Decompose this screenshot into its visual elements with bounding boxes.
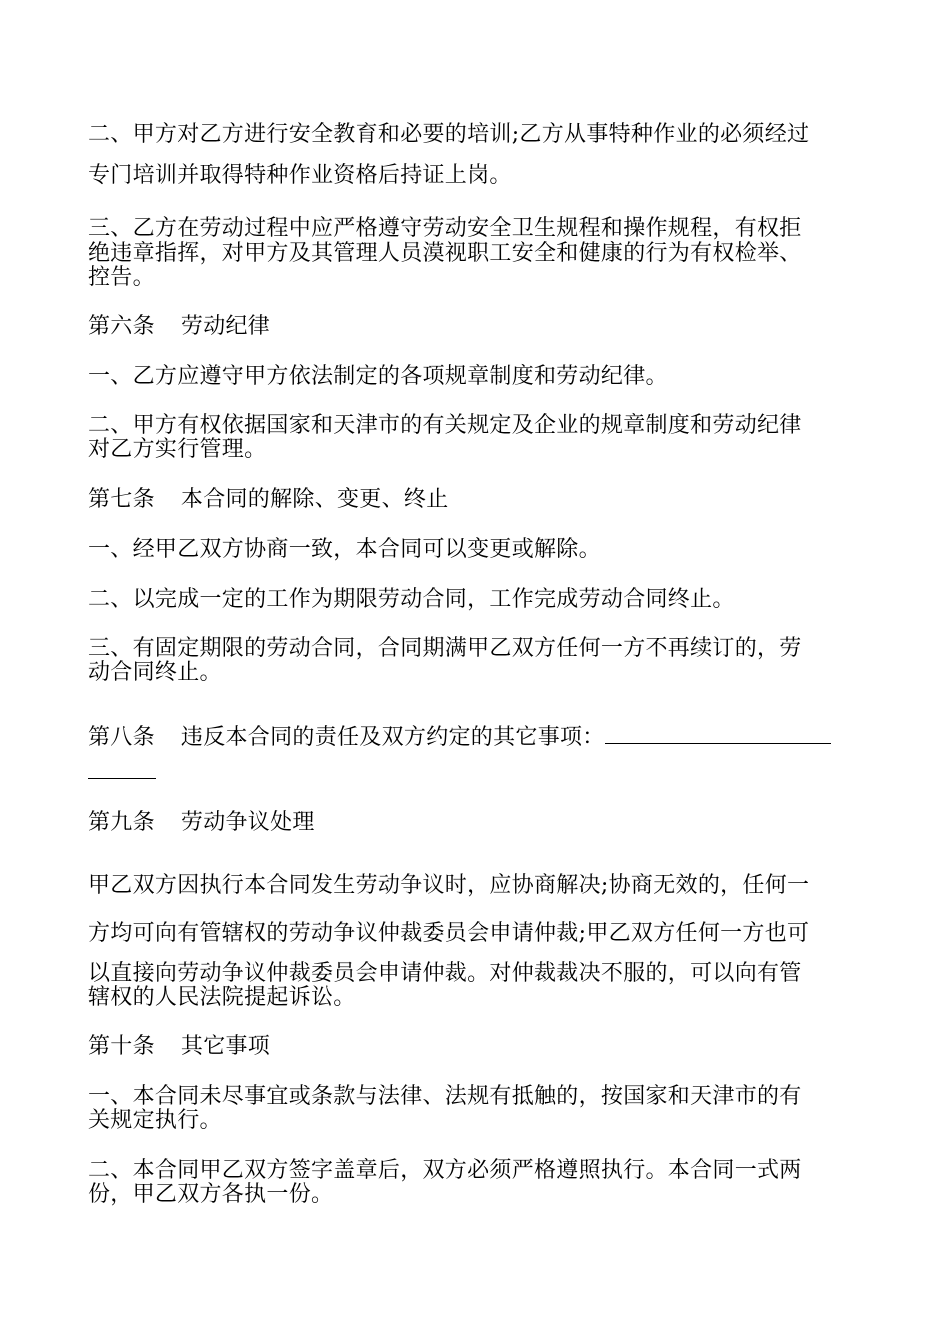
paragraph-line: 二、本合同甲乙双方签字盖章后，双方必须严格遵照执行。本合同一式两 bbox=[88, 1158, 802, 1183]
paragraph-line: 三、有固定期限的劳动合同，合同期满甲乙双方任何一方不再续订的，劳 bbox=[88, 636, 802, 661]
article-title: 其它事项 bbox=[180, 1034, 271, 1059]
paragraph-line: 以直接向劳动争议仲裁委员会申请仲裁。对仲裁裁决不服的，可以向有管 bbox=[88, 961, 802, 986]
paragraph-line: 关规定执行。 bbox=[88, 1108, 222, 1133]
article-heading-9 bbox=[88, 810, 315, 836]
paragraph-line: 对乙方实行管理。 bbox=[88, 437, 267, 462]
paragraph-line: 方均可向有管辖权的劳动争议仲裁委员会申请仲裁;甲乙双方任何一方也可 bbox=[88, 921, 810, 946]
article-heading-6 bbox=[88, 314, 270, 340]
fill-in-blank[interactable] bbox=[88, 756, 156, 779]
paragraph-line: 动合同终止。 bbox=[88, 660, 222, 685]
paragraph-line: 二、甲方对乙方进行安全教育和必要的培训;乙方从事特种作业的必须经过 bbox=[88, 122, 810, 147]
article-heading-7 bbox=[88, 487, 449, 513]
article-number: 第十条 bbox=[88, 1034, 155, 1059]
article-heading-10 bbox=[88, 1034, 270, 1060]
paragraph-line: 控告。 bbox=[88, 265, 155, 290]
paragraph-line: 甲乙双方因执行本合同发生劳动争议时，应协商解决;协商无效的，任何一 bbox=[88, 873, 810, 898]
article-number: 第七条 bbox=[88, 487, 155, 512]
paragraph-line: 一、本合同未尽事宜或条款与法律、法规有抵触的，按国家和天津市的有 bbox=[88, 1084, 802, 1109]
article-title: 本合同的解除、变更、终止 bbox=[180, 487, 449, 512]
article-title: 劳动争议处理 bbox=[180, 810, 315, 835]
article-number: 第六条 bbox=[88, 314, 155, 339]
paragraph-line: 份，甲乙双方各执一份。 bbox=[88, 1182, 334, 1207]
paragraph-line: 三、乙方在劳动过程中应严格遵守劳动安全卫生规程和操作规程，有权拒 bbox=[88, 216, 802, 241]
article-title: 劳动纪律 bbox=[180, 314, 271, 339]
article-number: 第八条 bbox=[88, 725, 155, 750]
paragraph-line: 绝违章指挥，对甲方及其管理人员漠视职工安全和健康的行为有权检举、 bbox=[88, 241, 802, 266]
paragraph-line: 辖权的人民法院提起诉讼。 bbox=[88, 985, 356, 1010]
paragraph-line: 一、经甲乙双方协商一致，本合同可以变更或解除。 bbox=[88, 537, 601, 562]
paragraph-line: 一、乙方应遵守甲方依法制定的各项规章制度和劳动纪律。 bbox=[88, 364, 668, 389]
paragraph-line: 二、甲方有权依据国家和天津市的有关规定及企业的规章制度和劳动纪律 bbox=[88, 413, 802, 438]
article-title: 违反本合同的责任及双方约定的其它事项： bbox=[180, 725, 605, 750]
paragraph-line: 专门培训并取得特种作业资格后持证上岗。 bbox=[88, 163, 512, 188]
paragraph-line: 二、以完成一定的工作为期限劳动合同，工作完成劳动合同终止。 bbox=[88, 587, 735, 612]
article-number: 第九条 bbox=[88, 810, 155, 835]
fill-in-blank[interactable] bbox=[605, 721, 831, 744]
blank-continuation bbox=[88, 756, 156, 786]
article-heading-8 bbox=[88, 721, 831, 751]
